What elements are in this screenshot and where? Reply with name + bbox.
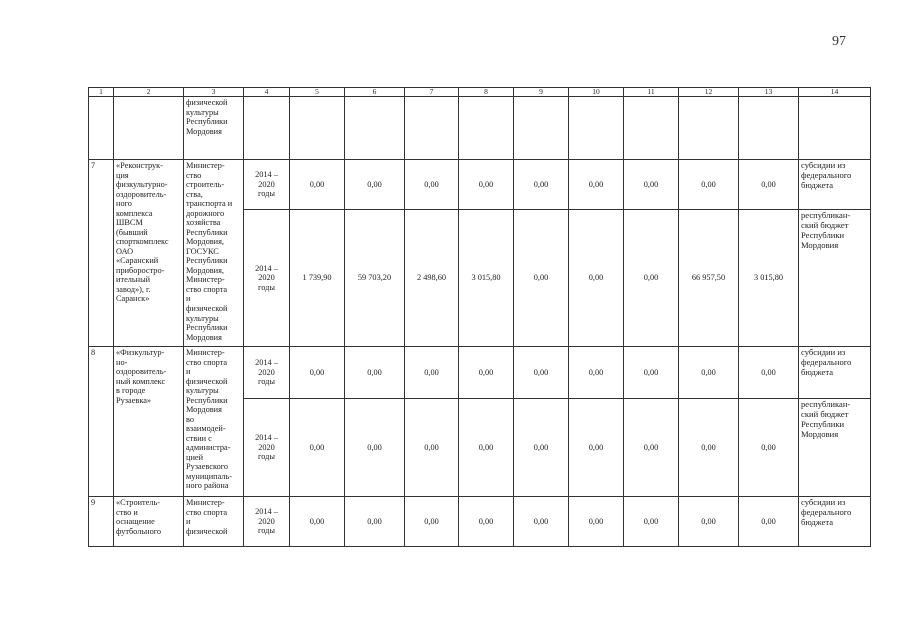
column-header: 11 bbox=[624, 88, 679, 97]
value-cell: 0,00 bbox=[624, 497, 679, 547]
value-cell: 0,00 bbox=[405, 497, 459, 547]
funding-source-cell: субсидии из федерального бюджета bbox=[799, 347, 871, 399]
value-cell: 0,00 bbox=[345, 160, 405, 210]
value-cell: 0,00 bbox=[514, 210, 569, 347]
column-header: 10 bbox=[569, 88, 624, 97]
executor-cell: Министер- ство спорта и физической культуры Республики Мордовия во взаимодей- ствии с администра- цией Рузаевского муниципаль- ного района bbox=[184, 347, 244, 497]
funding-source-cell: республикан- ский бюджет Республики Мордовия bbox=[799, 399, 871, 497]
value-cell: 0,00 bbox=[405, 347, 459, 399]
value-cell: 2 498,60 bbox=[405, 210, 459, 347]
value-cell: 0,00 bbox=[739, 347, 799, 399]
column-header: 14 bbox=[799, 88, 871, 97]
value-cell: 3 015,80 bbox=[459, 210, 514, 347]
column-header: 1 bbox=[89, 88, 114, 97]
value-cell: 0,00 bbox=[624, 399, 679, 497]
value-cell: 0,00 bbox=[290, 160, 345, 210]
object-name-cell: «Физкультур- но- оздоровитель- ный комплекс в городе Рузаевка» bbox=[114, 347, 184, 497]
column-header: 8 bbox=[459, 88, 514, 97]
value-cell: 0,00 bbox=[345, 497, 405, 547]
value-cell: 0,00 bbox=[569, 210, 624, 347]
value-cell: 0,00 bbox=[290, 347, 345, 399]
value-cell: 0,00 bbox=[345, 347, 405, 399]
funding-source-cell: республикан- ский бюджет Республики Мордовия bbox=[799, 210, 871, 347]
value-cell: 0,00 bbox=[624, 160, 679, 210]
column-header: 5 bbox=[290, 88, 345, 97]
value-cell: 0,00 bbox=[624, 210, 679, 347]
funding-source-cell: субсидии из федерального бюджета bbox=[799, 160, 871, 210]
table-row bbox=[89, 160, 871, 210]
column-header: 7 bbox=[405, 88, 459, 97]
object-name-cell: «Реконструк- ция физкультурно- оздоровитель- ного комплекса ШВСМ (бывший спорткомплекс ОАО «Саранский приборостро- ительный завод»), г. Саранск» bbox=[114, 160, 184, 347]
value-cell: 0,00 bbox=[569, 399, 624, 497]
column-number-header-row bbox=[89, 88, 871, 97]
value-cell: 0,00 bbox=[569, 497, 624, 547]
value-cell: 0,00 bbox=[290, 399, 345, 497]
value-cell: 0,00 bbox=[459, 160, 514, 210]
value-cell: 0,00 bbox=[514, 399, 569, 497]
executor-cell: Министер- ство строитель- ства, транспорта и дорожного хозяйства Республики Мордовия, ГОСУКС Республики Мордовия, Министер- ство спорта и физической культуры Республики Мордовия bbox=[184, 160, 244, 347]
value-cell: 0,00 bbox=[569, 347, 624, 399]
row-number: 8 bbox=[89, 347, 114, 497]
value-cell: 0,00 bbox=[569, 160, 624, 210]
value-cell: 66 957,50 bbox=[679, 210, 739, 347]
period-cell: 2014 – 2020 годы bbox=[244, 399, 290, 497]
value-cell: 1 739,90 bbox=[290, 210, 345, 347]
value-cell: 0,00 bbox=[459, 399, 514, 497]
column-header: 12 bbox=[679, 88, 739, 97]
table-row bbox=[89, 497, 871, 547]
budget-table bbox=[88, 87, 871, 547]
table-row-continuation bbox=[89, 97, 871, 160]
value-cell: 0,00 bbox=[624, 347, 679, 399]
value-cell: 0,00 bbox=[679, 497, 739, 547]
object-name-cell: «Строитель- ство и оснащение футбольного bbox=[114, 497, 184, 547]
value-cell: 0,00 bbox=[405, 160, 459, 210]
value-cell: 0,00 bbox=[739, 399, 799, 497]
value-cell: 0,00 bbox=[405, 399, 459, 497]
page-number: 97 bbox=[832, 34, 846, 49]
row-number: 9 bbox=[89, 497, 114, 547]
value-cell: 59 703,20 bbox=[345, 210, 405, 347]
period-cell: 2014 – 2020 годы bbox=[244, 497, 290, 547]
value-cell: 0,00 bbox=[679, 399, 739, 497]
value-cell: 0,00 bbox=[459, 497, 514, 547]
column-header: 13 bbox=[739, 88, 799, 97]
value-cell: 0,00 bbox=[679, 347, 739, 399]
value-cell: 3 015,80 bbox=[739, 210, 799, 347]
value-cell: 0,00 bbox=[514, 347, 569, 399]
executor-cell: Министер- ство спорта и физической bbox=[184, 497, 244, 547]
period-cell: 2014 – 2020 годы bbox=[244, 210, 290, 347]
column-header: 9 bbox=[514, 88, 569, 97]
value-cell: 0,00 bbox=[739, 497, 799, 547]
value-cell: 0,00 bbox=[345, 399, 405, 497]
value-cell: 0,00 bbox=[739, 160, 799, 210]
value-cell: 0,00 bbox=[514, 160, 569, 210]
column-header: 4 bbox=[244, 88, 290, 97]
column-header: 3 bbox=[184, 88, 244, 97]
executor-cell: физической культуры Республики Мордовия bbox=[184, 97, 244, 160]
value-cell: 0,00 bbox=[459, 347, 514, 399]
value-cell: 0,00 bbox=[290, 497, 345, 547]
column-header: 2 bbox=[114, 88, 184, 97]
value-cell: 0,00 bbox=[679, 160, 739, 210]
table-row bbox=[89, 347, 871, 399]
funding-source-cell: субсидии из федерального бюджета bbox=[799, 497, 871, 547]
period-cell: 2014 – 2020 годы bbox=[244, 347, 290, 399]
column-header: 6 bbox=[345, 88, 405, 97]
value-cell: 0,00 bbox=[514, 497, 569, 547]
row-number: 7 bbox=[89, 160, 114, 347]
period-cell: 2014 – 2020 годы bbox=[244, 160, 290, 210]
